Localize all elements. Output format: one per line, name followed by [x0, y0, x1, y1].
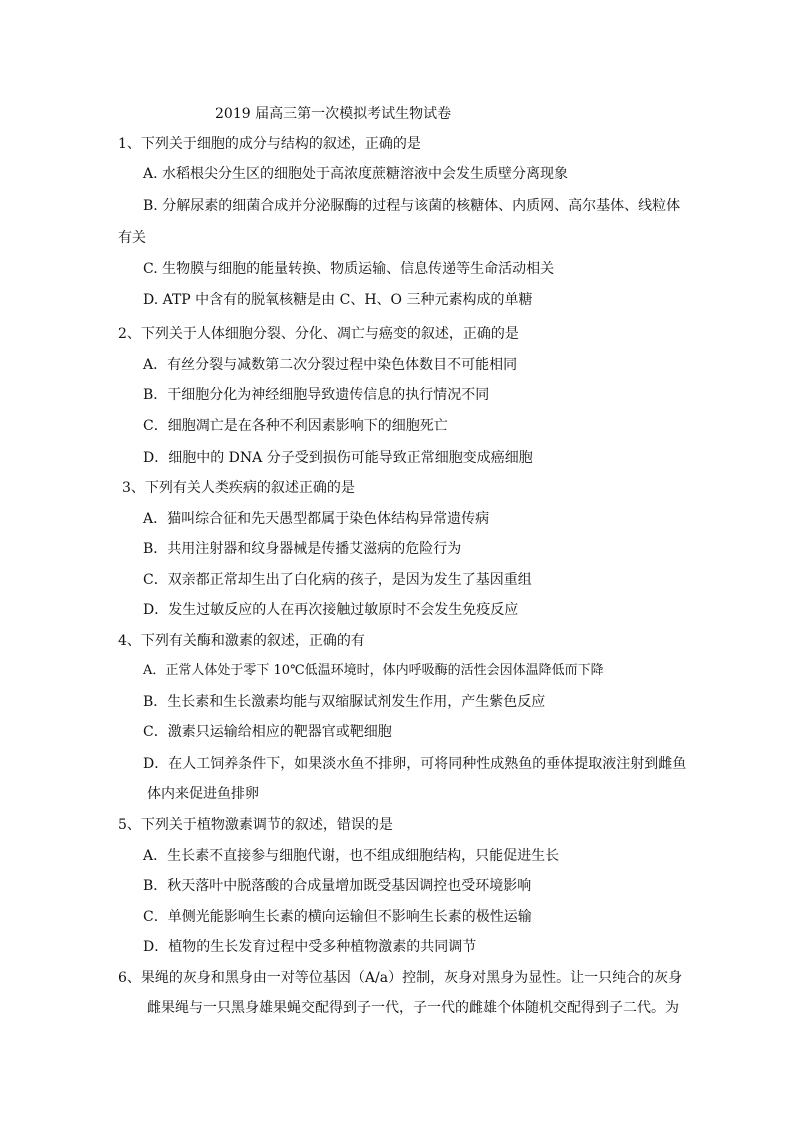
question-4-option-d-continued: 体内来促进鱼排卵 [147, 786, 259, 802]
question-4-stem: 4、下列有关酶和激素的叙述，正确的有 [118, 633, 365, 649]
question-3-option-c: C．双亲都正常却生出了白化病的孩子，是因为发生了基因重组 [143, 572, 532, 588]
question-5-option-d: D．植物的生长发育过程中受多种植物激素的共同调节 [143, 939, 477, 955]
question-2-option-c: C．细胞凋亡是在各种不利因素影响下的细胞死亡 [143, 418, 448, 434]
question-5-option-c: C．单侧光能影响生长素的横向运输但不影响生长素的极性运输 [143, 909, 532, 925]
question-5-option-a: A．生长素不直接参与细胞代谢，也不组成细胞结构，只能促进生长 [143, 848, 560, 864]
question-1-option-d: D. ATP 中含有的脱氧核糖是由 C、H、O 三种元素构成的单糖 [143, 292, 533, 308]
question-1-option-a: A. 水稻根尖分生区的细胞处于高浓度蔗糖溶液中会发生质壁分离现象 [143, 166, 569, 182]
question-3-option-a: A．猫叫综合征和先天愚型都属于染色体结构异常遗传病 [143, 511, 490, 527]
question-4-option-a: A．正常人体处于零下 10℃低温环境时，体内呼吸酶的活性会因体温降低而下降 [143, 663, 604, 678]
question-6-stem: 6、果绳的灰身和黑身由一对等位基因（A/a）控制，灰身对黑身为显性。让一只纯合的灰身 [118, 970, 683, 986]
question-1-option-b-continued: 有关 [118, 230, 146, 246]
question-4-option-b: B．生长素和生长激素均能与双缩脲试剂发生作用，产生紫色反应 [143, 694, 546, 710]
question-5-stem: 5、下列关于植物激素调节的叙述，错误的是 [118, 817, 393, 833]
question-4-option-c: C．激素只运输给相应的靶器官或靶细胞 [143, 724, 392, 740]
exam-title: 2019 届高三第一次模拟考试生物试卷 [215, 106, 452, 122]
question-2-stem: 2、下列关于人体细胞分裂、分化、凋亡与癌变的叙述，正确的是 [118, 326, 519, 342]
question-3-option-b: B．共用注射器和纹身器械是传播艾滋病的危险行为 [143, 541, 462, 557]
question-6-stem-continued: 雌果绳与一只黑身雄果蝇交配得到子一代，子一代的雌雄个体随机交配得到子二代。为 [147, 1000, 679, 1016]
question-1-stem: 1、下列关于细胞的成分与结构的叙述，正确的是 [118, 136, 421, 152]
question-2-option-b: B．干细胞分化为神经细胞导致遗传信息的执行情况不同 [143, 387, 490, 403]
question-1-option-b: B. 分解尿素的细菌合成并分泌脲酶的过程与该菌的核糖体、内质网、高尔基体、线粒体 [143, 198, 681, 214]
question-3-stem: 3、下列有关人类疾病的叙述正确的是 [122, 480, 355, 496]
question-5-option-b: B．秋天落叶中脱落酸的合成量增加既受基因调控也受环境影响 [143, 878, 532, 894]
question-2-option-d: D．细胞中的 DNA 分子受到损伤可能导致正常细胞变成癌细胞 [143, 450, 533, 466]
question-3-option-d: D．发生过敏反应的人在再次接触过敏原时不会发生免疫反应 [143, 602, 519, 618]
question-1-option-c: C. 生物膜与细胞的能量转换、物质运输、信息传递等生命活动相关 [143, 261, 555, 277]
question-4-option-d: D．在人工饲养条件下，如果淡水鱼不排卵，可将同种性成熟鱼的垂体提取液注射到雌鱼 [143, 756, 687, 772]
question-2-option-a: A．有丝分裂与减数第二次分裂过程中染色体数目不可能相同 [143, 357, 518, 373]
